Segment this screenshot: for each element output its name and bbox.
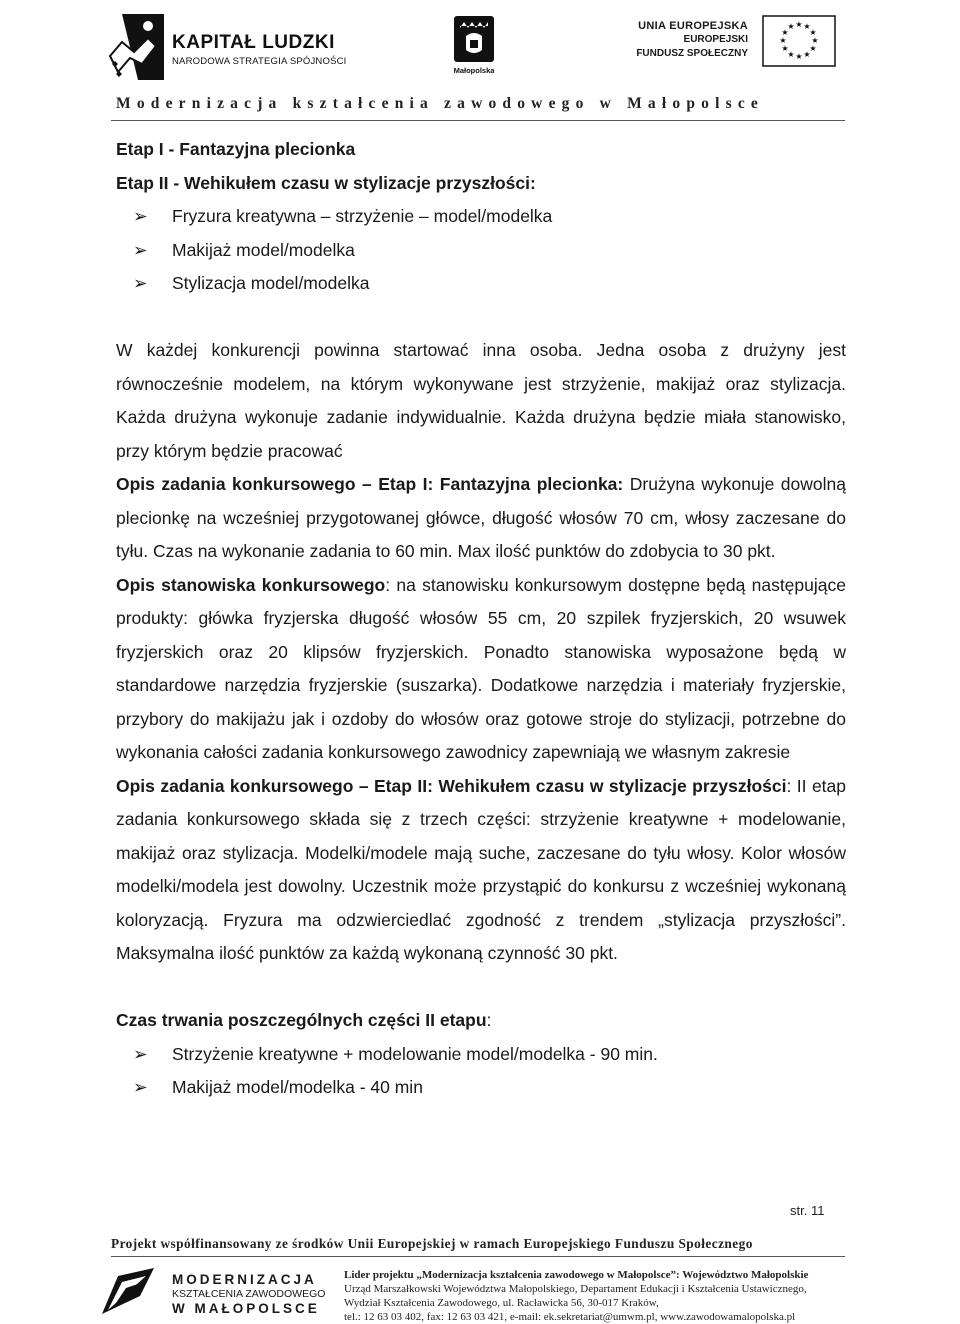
mod-line1: MODERNIZACJA xyxy=(172,1272,317,1287)
contact-leader: Lider projektu „Modernizacja kształcenia zawodowego w Małopolsce”: Województwo Małopolskie xyxy=(344,1269,809,1281)
spacer xyxy=(116,971,846,1005)
svg-text:★: ★ xyxy=(803,50,811,59)
stage2-task-heading: Opis zadania konkursowego – Etap II: Wehikułem czasu w stylizacje przyszłości xyxy=(116,775,787,796)
duration-heading-line xyxy=(116,1004,846,1038)
stage1-heading: Etap I - Fantazyjna plecionka xyxy=(116,139,356,159)
svg-text:★: ★ xyxy=(787,22,795,31)
svg-text:★: ★ xyxy=(779,36,787,45)
station-heading: Opis stanowiska konkursowego xyxy=(116,574,386,595)
modernizacja-emblem-icon xyxy=(100,1266,156,1316)
kl-title: KAPITAŁ LUDZKI xyxy=(172,32,335,53)
kapital-ludzki-emblem-icon xyxy=(108,12,166,82)
eu-line1: UNIA EUROPEJSKA xyxy=(638,20,748,32)
paragraph-stage2-task xyxy=(116,770,846,971)
contact-address: Wydział Kształcenia Zawodowego, ul. Racławicka 56, 30-017 Kraków, xyxy=(344,1297,659,1309)
paragraph-station xyxy=(116,569,846,770)
eu-line2: EUROPEJSKI xyxy=(683,34,748,45)
header-tagline: Modernizacja kształcenia zawodowego w Małopolsce xyxy=(116,95,765,112)
svg-text:★: ★ xyxy=(781,28,789,37)
paragraph-stage1-task xyxy=(116,468,846,569)
svg-text:★: ★ xyxy=(787,50,795,59)
list-item xyxy=(116,1071,846,1105)
kapital-ludzki-logo xyxy=(108,12,347,82)
page-number: str. 11 xyxy=(790,1203,825,1218)
duration-heading: Czas trwania poszczególnych części II etapu xyxy=(116,1010,487,1030)
document-body xyxy=(116,133,846,1105)
list-item-text: Stylizacja model/modelka xyxy=(172,273,370,293)
list-item xyxy=(116,200,846,234)
kl-subtitle: NARODOWA STRATEGIA SPÓJNOŚCI xyxy=(172,56,347,67)
svg-text:★: ★ xyxy=(795,20,803,29)
mod-line2: KSZTAŁCENIA ZAWODOWEGO xyxy=(172,1288,326,1300)
svg-text:★: ★ xyxy=(809,28,817,37)
svg-text:★: ★ xyxy=(809,44,817,53)
list-item xyxy=(116,234,846,268)
eu-line3: FUNDUSZ SPOŁECZNY xyxy=(636,48,748,59)
arrow-bullet-icon: ➢ xyxy=(133,1043,148,1064)
arrow-bullet-icon: ➢ xyxy=(133,239,148,260)
svg-text:★: ★ xyxy=(795,52,803,61)
duration-colon: : xyxy=(486,1010,492,1030)
contact-office: Urząd Marszałkowski Województwa Małopolskiego, Departament Edukacji i Kształcenia Ustawicznego, xyxy=(344,1283,807,1295)
eu-logo xyxy=(636,15,840,75)
station-text: : na stanowisku konkursowym dostępne będą następujące produkty: główka fryzjerska długość włosów 55 cm, 20 szpilek fryzjerskich, 20 wsuwek fryzjerskich oraz 20 klipsów fryzjerskich. Ponadto stanowiska wyposażone będą w standardowe narzędzia fryzjerskie (suszarka). Dodatkowe narzędzia i materiały fryzjerskie, przybory do makijażu jak i ozdoby do włosów oraz gotowe stroje do stylizacji, potrzebne do wykonania całości zadania konkursowego zawodnicy zapewniają we własnym zakresie xyxy=(116,574,846,762)
stage2-task-text: : II etap zadania konkursowego składa się z trzech części: strzyżenie kreatywne + modelowanie, makijaż oraz stylizacja. Modelki/modele mają suche, zaczesane do tyłu włosy. Kolor włosów modelki/modela jest dowolny. Uczestnik może przystąpić do konkursu z wcześniej wykonaną koloryzacją. Fryzura ma odzwierciedlać zgodność z trendem „stylizacja przyszłości”. Maksymalna ilość punktów za każdą wykonaną czynność 30 pkt. xyxy=(116,775,847,963)
list-item xyxy=(116,267,846,301)
svg-text:★: ★ xyxy=(811,36,819,45)
malopolska-logo xyxy=(446,14,502,78)
stage1-task-text: Drużyna wykonuje dowolną plecionkę na wcześniej przygotowanej główce, długość włosów 70 cm, włosy zaczesane do tyłu. Czas na wykonanie zadania to 60 min. Max ilość punktów do zdobycia to 30 pkt. xyxy=(116,474,846,561)
cofinance-note: Projekt współfinansowany ze środków Unii Europejskiej w ramach Europejskiego Funduszu Społecznego xyxy=(111,1236,753,1251)
stage1-task-heading: Opis zadania konkursowego – Etap I: Fantazyjna plecionka: xyxy=(116,474,624,494)
stage2-heading: Etap II - Wehikułem czasu w stylizacje przyszłości: xyxy=(116,172,536,193)
footer-divider xyxy=(111,1256,845,1257)
contact-phone-email: tel.: 12 63 03 402, fax: 12 63 03 421, e-mail: ek.sekretariat@umwm.pl, www.zawodowamalopolska.pl xyxy=(344,1311,796,1323)
mod-line3: W MAŁOPOLSCE xyxy=(172,1301,320,1316)
list-item-text: Makijaż model/modelka xyxy=(172,239,355,260)
arrow-bullet-icon: ➢ xyxy=(133,206,148,226)
list-item-text: Fryzura kreatywna – strzyżenie – model/modelka xyxy=(172,206,553,226)
header-divider xyxy=(111,120,845,121)
malopolska-label: Małopolska xyxy=(453,66,495,75)
modernizacja-logo xyxy=(100,1262,325,1320)
arrow-bullet-icon: ➢ xyxy=(133,273,148,293)
list-item-text: Makijaż model/modelka - 40 min xyxy=(172,1077,423,1097)
svg-text:★: ★ xyxy=(781,44,789,53)
contact-block xyxy=(344,1268,844,1324)
svg-text:★: ★ xyxy=(803,22,811,31)
paragraph-rules: W każdej konkurencji powinna startować inna osoba. Jedna osoba z drużyny jest równocześnie modelem, na którym wykonywane jest strzyżenie, makijaż oraz stylizacja. Każda drużyna wykonuje zadanie indywidualnie. Każda drużyna będzie miała stanowisko, przy którym będzie pracować xyxy=(116,340,846,461)
list-item xyxy=(116,1038,846,1072)
eu-flag-icon xyxy=(762,15,836,67)
list-item-text: Strzyżenie kreatywne + modelowanie model/modelka - 90 min. xyxy=(172,1043,658,1064)
spacer xyxy=(116,301,846,335)
arrow-bullet-icon: ➢ xyxy=(133,1077,148,1097)
malopolska-emblem-icon xyxy=(446,14,502,66)
